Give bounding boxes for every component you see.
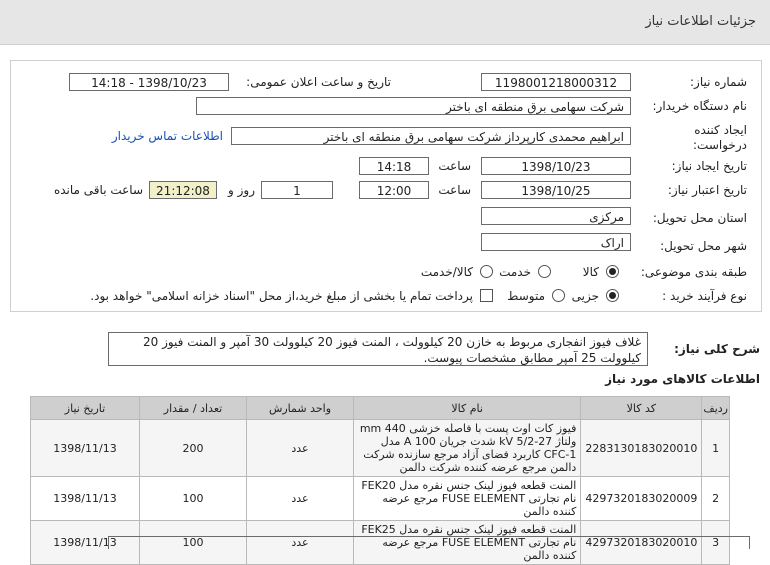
cell-code: 4297320183020010 [581,521,702,565]
cell-code: 4297320183020009 [581,477,702,521]
table-row[interactable] [31,477,730,521]
page-title: جزئیات اطلاعات نیاز [645,14,756,29]
valid-time-field[interactable]: 12:00 [359,181,429,199]
category-option-goods: کالا [582,265,599,279]
province-field[interactable]: مرکزی [481,207,631,225]
col-qty: تعداد / مقدار [140,397,247,420]
cell-date: 1398/11/13 [31,477,140,521]
cell-name: فیوز کات اوت پست با فاصله خزشی 440 mm ولتاژ 27-5/2 kV شدت جریان 100 A مدل CFC-1 کاربرد فضای آزاد مرجع سازنده شرکت دالمن مرجع عرضه کننده شرکت دالمن [354,420,581,477]
need-number-label: شماره نیاز: [690,75,747,89]
process-radio-minor[interactable] [606,289,619,302]
process-option-minor: جزیی [571,289,599,303]
buyer-notes-box [108,536,750,549]
time-remaining-field: 21:12:08 [149,181,217,199]
buyer-label: نام دستگاه خریدار: [652,99,747,113]
cell-row: 3 [702,521,730,565]
creator-label: ایجاد کننده درخواست: [693,123,747,152]
cell-unit: عدد [247,477,354,521]
col-name: نام کالا [354,397,581,420]
valid-time-label: ساعت [438,183,471,197]
valid-date-field[interactable]: 1398/10/25 [481,181,631,199]
cell-date: 1398/11/13 [31,420,140,477]
category-radio-goods-service[interactable] [480,265,493,278]
process-label: نوع فرآیند خرید : [662,289,747,303]
treasury-payment-note: پرداخت تمام یا بخشی از مبلغ خرید،از محل "اسناد خزانه اسلامی" خواهد بود. [90,289,473,303]
cell-unit: عدد [247,521,354,565]
cell-unit: عدد [247,420,354,477]
treasury-payment-checkbox[interactable] [480,289,493,302]
cell-qty: 200 [140,420,247,477]
cell-code: 2283130183020010 [581,420,702,477]
category-label: طبقه بندی موضوعی: [640,265,747,279]
process-option-medium: متوسط [507,289,545,303]
cell-name: المنت قطعه فیوز لینک جنس نقره مدل FEK25 نام تجارتی FUSE ELEMENT مرجع عرضه کننده دالمن [354,521,581,565]
create-time-field[interactable]: 14:18 [359,157,429,175]
category-option-service: خدمت [499,265,531,279]
table-row[interactable] [31,420,730,477]
category-radio-goods[interactable] [606,265,619,278]
province-label: استان محل تحویل: [652,211,747,225]
col-date: تاریخ نیاز [31,397,140,420]
need-info-form [10,60,762,312]
cell-row: 2 [702,477,730,521]
create-time-label: ساعت [438,159,471,173]
cell-row: 1 [702,420,730,477]
col-row: ردیف [702,397,730,420]
time-remaining-label: ساعت باقی مانده [53,183,143,197]
items-section-title: اطلاعات کالاهای مورد نیاز [605,372,760,386]
description-text: غلاف فیوز انفجاری مربوط به خازن 20 کیلوولت ، المنت فیوز 20 کیلوولت 30 آمپر و المنت فیوز 20 کیلوولت 25 آمپر مطابق مشخصات پیوست. [108,332,648,366]
cell-qty: 100 [140,521,247,565]
announce-date-label: تاریخ و ساعت اعلان عمومی: [246,75,391,89]
cell-date: 1398/11/13 [31,521,140,565]
buyer-contact-link[interactable]: اطلاعات تماس خریدار [111,129,223,143]
cell-qty: 100 [140,477,247,521]
days-remaining-field[interactable]: 1 [261,181,333,199]
city-field[interactable]: اراک [481,233,631,251]
creator-field[interactable]: ابراهیم محمدی کارپرداز شرکت سهامی برق منطقه ای باختر [231,127,631,145]
create-date-label: تاریخ ایجاد نیاز: [671,159,747,173]
day-and-label: روز و [228,183,255,197]
create-date-field[interactable]: 1398/10/23 [481,157,631,175]
valid-date-label: تاریخ اعتبار نیاز: [667,183,747,197]
col-code: کد کالا [581,397,702,420]
announce-date-field[interactable]: 1398/10/23 - 14:18 [69,73,229,91]
category-option-goods-service: کالا/خدمت [420,265,473,279]
buyer-field[interactable]: شرکت سهامی برق منطقه ای باختر [196,97,631,115]
category-radio-service[interactable] [538,265,551,278]
city-label: شهر محل تحویل: [660,239,747,253]
process-radio-medium[interactable] [552,289,565,302]
page-header [0,0,770,45]
need-number-field[interactable]: 1198001218000312 [481,73,631,91]
cell-name: المنت قطعه فیوز لینک جنس نقره مدل FEK20 نام تجارتی FUSE ELEMENT مرجع عرضه کننده دالمن [354,477,581,521]
col-unit: واحد شمارش [247,397,354,420]
description-label: شرح کلی نیاز: [674,342,760,356]
table-header-row [31,397,730,420]
